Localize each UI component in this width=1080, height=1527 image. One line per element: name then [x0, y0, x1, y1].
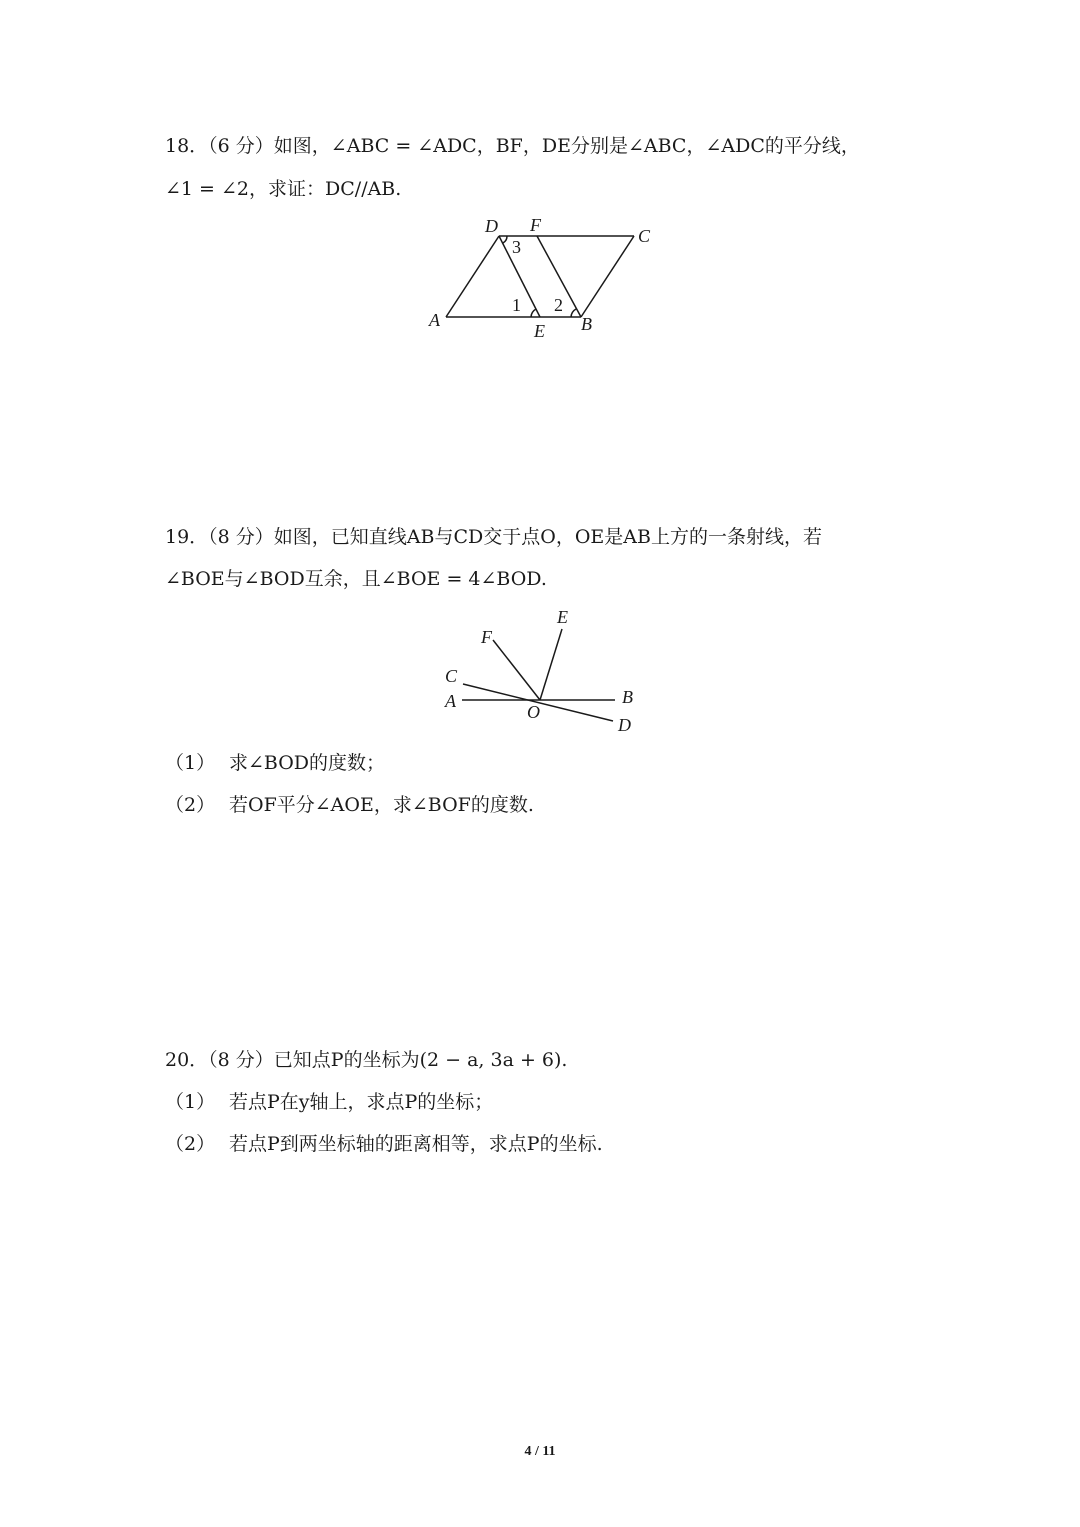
q18-figure: [420, 210, 660, 345]
label-b: B: [622, 687, 633, 707]
part-number: （2）: [165, 794, 216, 816]
q20-part-2: [165, 1132, 603, 1156]
q19-part-2: [165, 793, 534, 817]
label-f: F: [481, 627, 492, 647]
q20-part-1: [165, 1090, 493, 1114]
segment-bc: [581, 236, 634, 317]
label-e: E: [557, 607, 568, 627]
label-a: A: [445, 691, 456, 711]
ray-oe: [540, 629, 562, 700]
part-text: 若点P在y轴上，求点P的坐标；: [229, 1091, 494, 1113]
label-b: B: [581, 314, 592, 334]
page-number: 4 / 11: [524, 1444, 556, 1459]
label-d: D: [618, 715, 631, 735]
q19-part-1: [165, 751, 385, 775]
label-f: F: [530, 215, 541, 235]
label-angle-1: 1: [512, 295, 521, 315]
label-c: C: [638, 226, 651, 246]
part-number: （2）: [165, 1133, 216, 1155]
part-text: 若点P到两坐标轴的距离相等，求点P的坐标.: [229, 1133, 603, 1155]
q18-stem-line2: ∠1 = ∠2，求证：DC//AB.: [165, 178, 402, 200]
label-o: O: [527, 702, 540, 722]
q19-figure: [430, 600, 660, 740]
q19-stem-line1: 19．（8 分）如图，已知直线AB与CD交于点O，OE是AB上方的一条射线，若: [165, 526, 822, 548]
label-angle-3: 3: [512, 237, 521, 257]
angle-arc-2: [571, 309, 576, 317]
angle-arc-1: [531, 309, 536, 317]
segment-ad: [446, 236, 499, 317]
part-number: （1）: [165, 752, 216, 774]
label-c: C: [445, 666, 458, 686]
label-d: D: [485, 216, 498, 236]
part-text: 若OF平分∠AOE，求∠BOF的度数.: [229, 794, 534, 816]
part-number: （1）: [165, 1091, 216, 1113]
label-e: E: [534, 321, 545, 341]
q19-stem-line2: ∠BOE与∠BOD互余，且∠BOE = 4∠BOD.: [165, 568, 547, 590]
label-a: A: [429, 310, 440, 330]
part-text: 求∠BOD的度数；: [229, 752, 386, 774]
label-angle-2: 2: [554, 295, 563, 315]
ray-of: [493, 640, 540, 700]
angle-arc-3: [503, 236, 507, 243]
q18-stem-line1: 18．（6 分）如图，∠ABC = ∠ADC，BF，DE分别是∠ABC，∠ADC的平分线，: [165, 135, 860, 157]
q20-stem: 20．（8 分）已知点P的坐标为(2 − a, 3a + 6).: [165, 1049, 568, 1071]
